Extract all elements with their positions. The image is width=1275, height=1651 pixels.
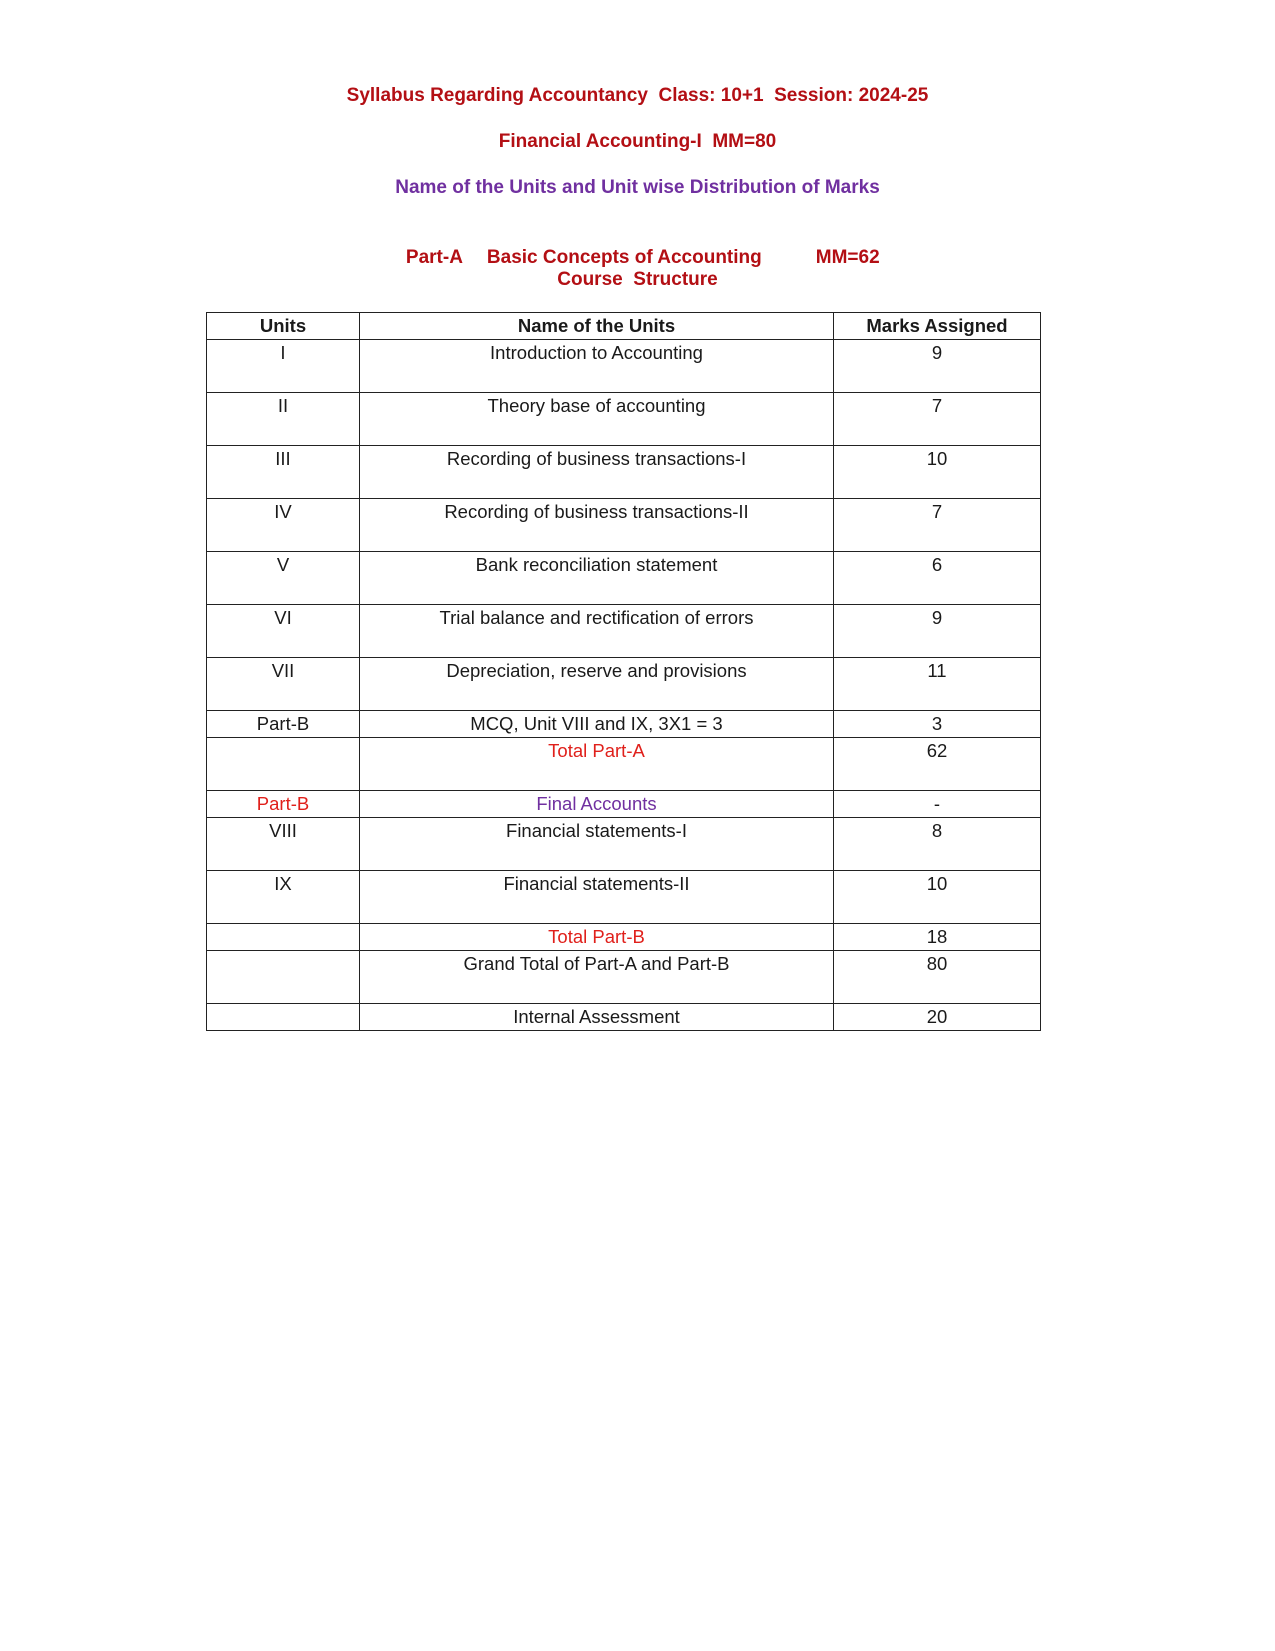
course-structure-heading: Course Structure [557, 269, 718, 290]
internal-assessment-row [207, 1004, 1041, 1031]
unit-cell [207, 951, 360, 1004]
syllabus-title: Syllabus Regarding Accountancy Class: 10+1 Session: 2024-25 [346, 85, 929, 106]
part-b-section-row [207, 791, 1041, 818]
internal-assessment-label: Internal Assessment [360, 1004, 834, 1031]
part-a-title: Basic Concepts of Accounting [486, 247, 762, 268]
unit-cell: III [207, 446, 360, 499]
table-row [207, 340, 1041, 393]
part-b-label: Part-B [207, 791, 360, 818]
header-marks: Marks Assigned [834, 313, 1041, 340]
total-part-a-row [207, 738, 1041, 791]
unit-name-cell: Depreciation, reserve and provisions [360, 658, 834, 711]
total-part-b-marks: 18 [834, 924, 1041, 951]
marks-cell: 9 [834, 340, 1041, 393]
marks-cell: 10 [834, 446, 1041, 499]
marks-cell: 9 [834, 605, 1041, 658]
marks-cell: 8 [834, 818, 1041, 871]
internal-assessment-marks: 20 [834, 1004, 1041, 1031]
unit-cell: IV [207, 499, 360, 552]
total-part-b-label: Total Part-B [360, 924, 834, 951]
marks-cell: 7 [834, 499, 1041, 552]
marks-cell: 6 [834, 552, 1041, 605]
grand-total-label: Grand Total of Part-A and Part-B [360, 951, 834, 1004]
marks-cell: 7 [834, 393, 1041, 446]
total-part-b-row [207, 924, 1041, 951]
unit-cell [207, 1004, 360, 1031]
unit-name-cell: Theory base of accounting [360, 393, 834, 446]
table-row [207, 605, 1041, 658]
table-row [207, 658, 1041, 711]
unit-name-cell: Financial statements-II [360, 871, 834, 924]
table-row [207, 711, 1041, 738]
unit-cell: Part-B [207, 711, 360, 738]
grand-total-marks: 80 [834, 951, 1041, 1004]
unit-name-cell: Financial statements-I [360, 818, 834, 871]
final-accounts-label: Final Accounts [360, 791, 834, 818]
unit-cell: II [207, 393, 360, 446]
marks-cell: 10 [834, 871, 1041, 924]
marks-cell: - [834, 791, 1041, 818]
table-row [207, 446, 1041, 499]
unit-name-cell: Trial balance and rectification of errors [360, 605, 834, 658]
unit-cell: V [207, 552, 360, 605]
unit-cell: VIII [207, 818, 360, 871]
unit-cell [207, 738, 360, 791]
unit-cell: I [207, 340, 360, 393]
units-distribution-heading: Name of the Units and Unit wise Distribution of Marks [395, 177, 880, 198]
unit-name-cell: Introduction to Accounting [360, 340, 834, 393]
grand-total-row [207, 951, 1041, 1004]
unit-name-cell: Recording of business transactions-II [360, 499, 834, 552]
table-row [207, 499, 1041, 552]
course-subtitle: Financial Accounting-I MM=80 [498, 131, 777, 152]
total-part-a-label: Total Part-A [360, 738, 834, 791]
unit-name-cell: MCQ, Unit VIII and IX, 3X1 = 3 [360, 711, 834, 738]
part-a-marks: MM=62 [815, 247, 880, 268]
table-row [207, 818, 1041, 871]
total-part-a-marks: 62 [834, 738, 1041, 791]
header-units: Units [207, 313, 360, 340]
marks-cell: 11 [834, 658, 1041, 711]
unit-cell: VII [207, 658, 360, 711]
unit-cell: IX [207, 871, 360, 924]
table-header-row [207, 313, 1041, 340]
marks-cell: 3 [834, 711, 1041, 738]
unit-cell [207, 924, 360, 951]
table-row [207, 871, 1041, 924]
header-unit-name: Name of the Units [360, 313, 834, 340]
part-a-label: Part-A [405, 247, 463, 268]
unit-name-cell: Bank reconciliation statement [360, 552, 834, 605]
part-a-heading [0, 222, 1275, 270]
table-row [207, 552, 1041, 605]
course-structure-table [206, 312, 1041, 1031]
unit-name-cell: Recording of business transactions-I [360, 446, 834, 499]
table-row [207, 393, 1041, 446]
unit-cell: VI [207, 605, 360, 658]
